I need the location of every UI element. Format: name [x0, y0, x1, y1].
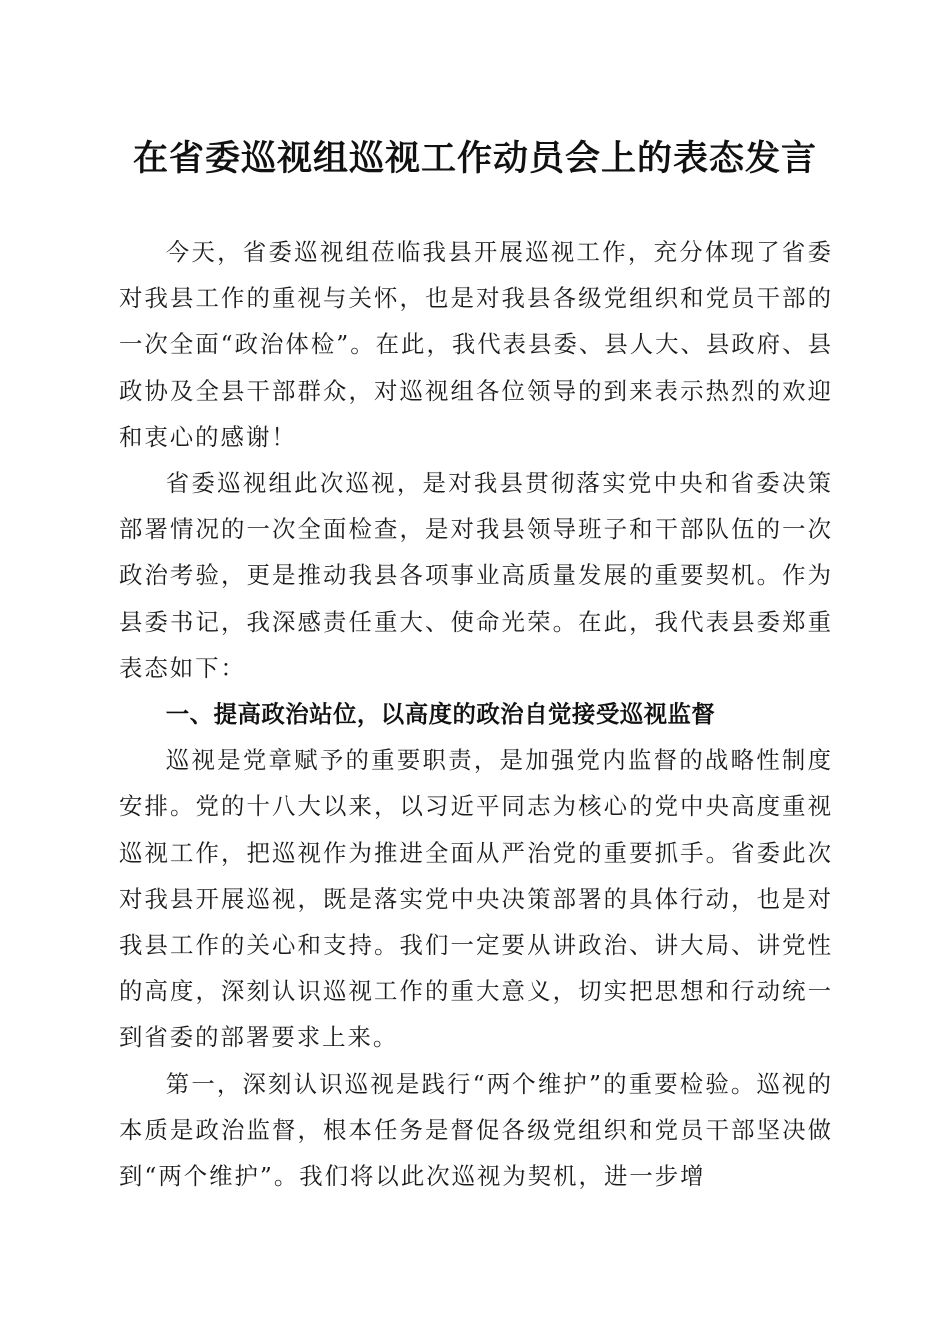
document-title: 在省委巡视组巡视工作动员会上的表态发言 [132, 138, 817, 179]
document-body [119, 229, 833, 1199]
section-heading-1: 一、提高政治站位，以高度的政治自觉接受巡视监督 [165, 700, 716, 729]
paragraph-section-1-body: 巡视是党章赋予的重要职责，是加强党内监督的战略性制度安排。党的十八大以来，以习近平同志为核心的党中央高度重视巡视工作，把巡视作为推进全面从严治党的重要抓手。省委此次对我县开展巡视，既是落实党中央决策部署的具体行动，也是对我县工作的关心和支持。我们一定要从讲政治、讲大局、讲党性的高度，深刻认识巡视工作的重大意义，切实把思想和行动统一到省委的部署要求上来。 [119, 746, 833, 1052]
paragraph-intro: 今天，省委巡视组莅临我县开展巡视工作，充分体现了省委对我县工作的重视与关怀，也是对我县各级党组织和党员干部的一次全面“政治体检”。在此，我代表县委、县人大、县政府、县政协及全县干部群众，对巡视组各位领导的到来表示热烈的欢迎和衷心的感谢！ [119, 238, 833, 451]
paragraph-point-1: 第一，深刻认识巡视是践行“两个维护”的重要检验。巡视的本质是政治监督，根本任务是督促各级党组织和党员干部坚决做到“两个维护”。我们将以此次巡视为契机，进一步增 [119, 1069, 833, 1191]
paragraph-significance: 省委巡视组此次巡视，是对我县贯彻落实党中央和省委决策部署情况的一次全面检查，是对我县领导班子和干部队伍的一次政治考验，更是推动我县各项事业高质量发展的重要契机。作为县委书记，我深感责任重大、使命光荣。在此，我代表县委郑重表态如下： [119, 469, 833, 682]
